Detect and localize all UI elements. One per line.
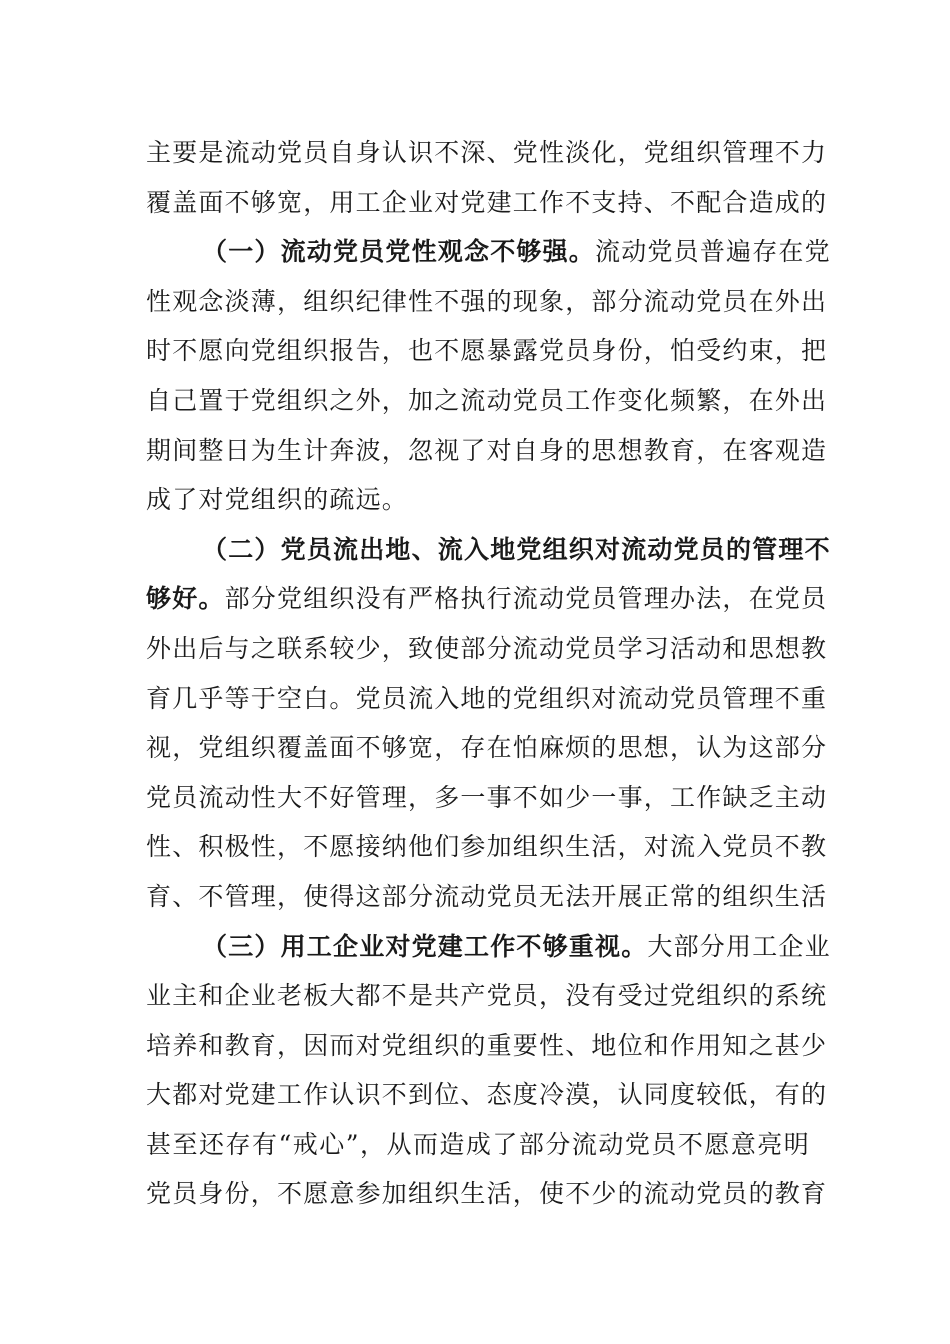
- text-line: 大都对党建工作认识不到位、态度冷漠，认同度较低，有的: [146, 1080, 828, 1110]
- text-line: 业主和企业老板大都不是共产党员，没有受过党组织的系统: [146, 981, 828, 1011]
- text-line: 育、不管理，使得这部分流动党员无法开展正常的组织生活: [146, 881, 828, 911]
- text-line: 外出后与之联系较少，致使部分流动党员学习活动和思想教: [146, 633, 828, 663]
- paragraph: [146, 922, 831, 1220]
- section-heading: （二）党员流出地、流入地党组织对流动党员的管理不: [202, 534, 831, 564]
- paragraph: [146, 525, 831, 922]
- text-line: 甚至还存有“戒心”，从而造成了部分流动党员不愿意亮明: [146, 1129, 810, 1159]
- text-line: 性观念淡薄，组织纪律性不强的现象，部分流动党员在外出: [146, 286, 828, 316]
- text-run: 部分党组织没有严格执行流动党员管理办法，在党员: [224, 584, 828, 614]
- text-line: 育几乎等于空白。党员流入地的党组织对流动党员管理不重: [146, 683, 828, 713]
- text-line: 自己置于党组织之外，加之流动党员工作变化频繁，在外出: [146, 385, 828, 415]
- text-line: 党员流动性大不好管理，多一事不如少一事，工作缺乏主动: [146, 782, 828, 812]
- paragraph: [146, 128, 828, 227]
- text-line: 期间整日为生计奔波，忽视了对自身的思想教育，在客观造: [146, 435, 828, 465]
- text-line: 覆盖面不够宽，用工企业对党建工作不支持、不配合造成的: [146, 187, 828, 217]
- text-line: 成了对党组织的疏远。: [146, 485, 409, 515]
- text-run: 流动党员普遍存在党: [595, 237, 831, 267]
- text-line: 主要是流动党员自身认识不深、党性淡化，党组织管理不力: [146, 138, 828, 167]
- section-heading: （一）流动党员党性观念不够强。: [202, 237, 596, 267]
- text-line: [146, 922, 831, 972]
- document-body: [146, 128, 831, 1219]
- text-run: 大部分用工企业: [647, 931, 831, 961]
- text-line: 培养和教育，因而对党组织的重要性、地位和作用知之甚少: [146, 1030, 828, 1060]
- text-line: 党员身份，不愿意参加组织生活，使不少的流动党员的教育: [146, 1179, 828, 1209]
- text-line: [146, 574, 828, 624]
- text-line: [146, 227, 831, 277]
- text-line: 性、积极性，不愿接纳他们参加组织生活，对流入党员不教: [146, 832, 828, 862]
- text-line: 时不愿向党组织报告，也不愿暴露党员身份，怕受约束，把: [146, 336, 828, 366]
- text-line: 视，党组织覆盖面不够宽，存在怕麻烦的思想，认为这部分: [146, 733, 828, 763]
- section-heading: （三）用工企业对党建工作不够重视。: [202, 931, 648, 961]
- paragraph: [146, 227, 831, 525]
- section-heading-cont: 够好。: [146, 584, 225, 614]
